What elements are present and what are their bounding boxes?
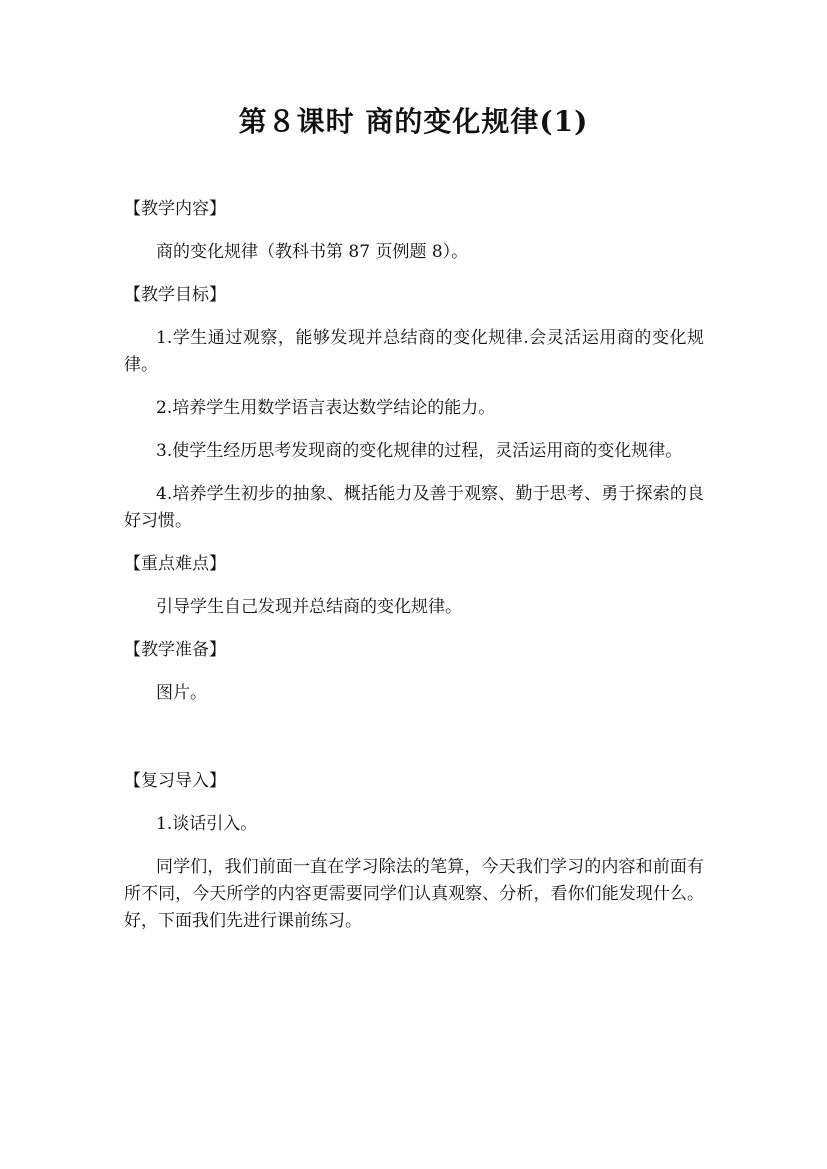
section-spacer xyxy=(124,723,704,768)
section-heading-teaching-prep: 【教学准备】 xyxy=(124,640,226,660)
teaching-prep-text: 图片。 xyxy=(156,683,207,703)
review-intro-paragraph: 同学们，我们前面一直在学习除法的笔算，今天我们学习的内容和前面有所不同，今天所学的内容更需要同学们认真观察、分析，看你们能发现什么。好，下面我们先进行课前练习。 xyxy=(124,857,704,931)
teaching-goal-item-4: 4.培养学生初步的抽象、概括能力及善于观察、勤于思考、勇于探索的良好习惯。 xyxy=(124,484,704,531)
teaching-goal-item-3: 3.使学生经历思考发现商的变化规律的过程，灵活运用商的变化规律。 xyxy=(156,441,683,461)
key-points-text: 引导学生自己发现并总结商的变化规律。 xyxy=(156,597,462,617)
teaching-content-text: 商的变化规律（教科书第 87 页例题 8）。 xyxy=(156,242,469,262)
section-heading-review-intro: 【复习导入】 xyxy=(124,771,226,791)
teaching-goal-item-1: 1.学生通过观察，能够发现并总结商的变化规律.会灵活运用商的变化规律。 xyxy=(124,328,704,375)
document-title: 第８课时 商的变化规律(1) xyxy=(238,105,589,138)
section-heading-teaching-goals: 【教学目标】 xyxy=(124,285,226,305)
section-heading-teaching-content: 【教学内容】 xyxy=(124,199,226,219)
section-heading-key-points: 【重点难点】 xyxy=(124,554,226,574)
review-intro-item-1: 1.谈话引入。 xyxy=(156,814,258,834)
teaching-goal-item-2: 2.培养学生用数学语言表达数学结论的能力。 xyxy=(156,398,496,418)
document-content xyxy=(124,196,704,951)
